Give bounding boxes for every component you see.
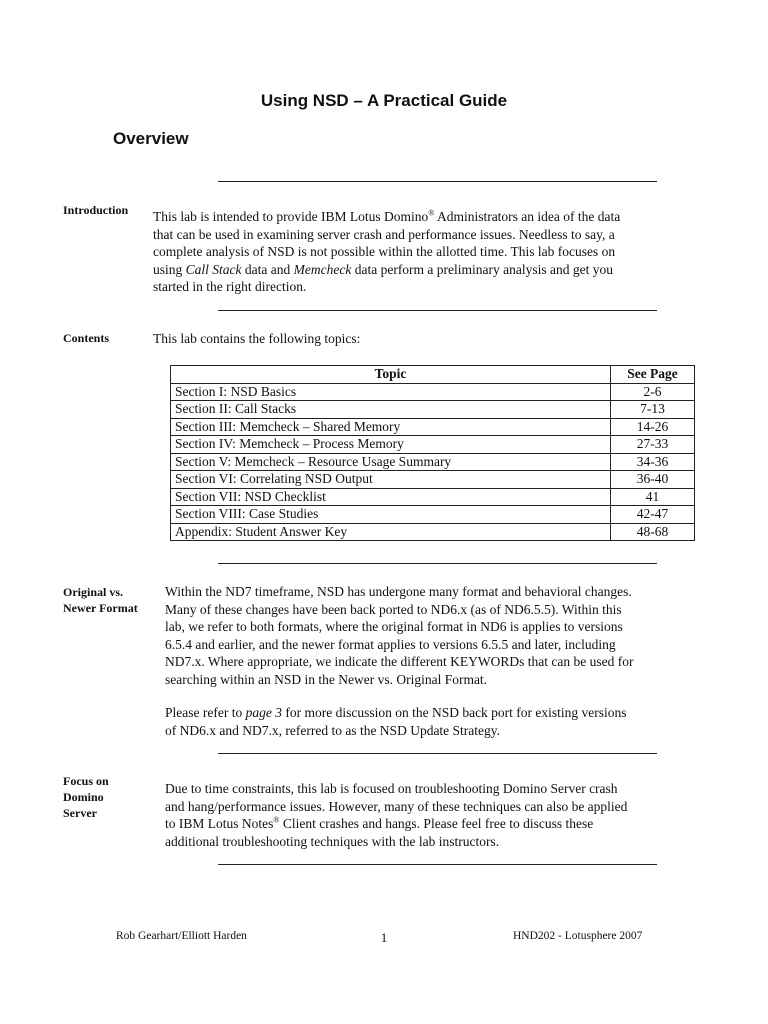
topic-cell: Section V: Memcheck – Resource Usage Summary <box>171 453 611 471</box>
topic-cell: Section IV: Memcheck – Process Memory <box>171 436 611 454</box>
table-row <box>171 401 695 419</box>
topic-cell: Section II: Call Stacks <box>171 401 611 419</box>
format-paragraph-2 <box>165 704 627 739</box>
topic-cell: Section VII: NSD Checklist <box>171 488 611 506</box>
topics-table <box>170 365 695 541</box>
footer-course: HND202 - Lotusphere 2007 <box>513 930 643 942</box>
page-cell: 34-36 <box>611 453 695 471</box>
label-introduction: Introduction <box>63 203 129 217</box>
label-focus-on-domino-server <box>63 773 109 821</box>
column-header-see-page: See Page <box>611 366 695 384</box>
text-line: Within the ND7 timeframe, NSD has undergone many format and behavioral changes. <box>165 584 632 599</box>
topic-cell: Section VIII: Case Studies <box>171 506 611 524</box>
text-line: lab, we refer to both formats, where the original format in ND6 is applies to versions <box>165 619 623 635</box>
focus-paragraph <box>165 780 627 850</box>
page-cell: 27-33 <box>611 436 695 454</box>
text-line: started in the right direction. <box>153 279 307 295</box>
text-line: of ND6.x and ND7.x, referred to as the NSD Update Strategy. <box>165 722 501 738</box>
introduction-paragraph <box>153 208 620 296</box>
column-header-topic: Topic <box>171 366 611 384</box>
table-row <box>171 488 695 506</box>
format-paragraph <box>165 583 633 689</box>
table-row <box>171 471 695 489</box>
divider <box>218 310 657 311</box>
text-line: Please refer to page 3 for more discussion on the NSD back port for existing versions <box>165 705 627 720</box>
text-line: additional troubleshooting techniques with the lab instructors. <box>165 833 500 849</box>
label-line: Newer Format <box>63 601 138 615</box>
label-line: Domino <box>63 790 104 804</box>
divider <box>218 563 657 564</box>
text-line: 6.5.4 and earlier, and the newer format applies to versions 6.5.5 and later, including <box>165 636 616 652</box>
text-line: complete analysis of NSD is not possible within the allotted time. This lab focuses on <box>153 244 616 260</box>
text-line: to IBM Lotus Notes® Client crashes and hangs. Please feel free to discuss these <box>165 815 594 832</box>
footer-authors: Rob Gearhart/Elliott Harden <box>116 930 247 942</box>
label-original-vs-newer-format <box>63 584 138 616</box>
page-cell: 48-68 <box>611 523 695 541</box>
table-row <box>171 453 695 471</box>
text-line: Many of these changes have been back ported to ND6.x (as of ND6.5.5). Within this <box>165 601 622 617</box>
page-cell: 41 <box>611 488 695 506</box>
page-cell: 42-47 <box>611 506 695 524</box>
text-line: that can be used in examining server crash and performance issues. Needless to say, a <box>153 226 615 242</box>
table-row <box>171 383 695 401</box>
page-cell: 14-26 <box>611 418 695 436</box>
divider <box>218 181 657 182</box>
table-row <box>171 523 695 541</box>
label-line: Original vs. <box>63 585 124 599</box>
table-header-row <box>171 366 695 384</box>
page-title: Using NSD – A Practical Guide <box>260 91 508 110</box>
topic-cell: Section III: Memcheck – Shared Memory <box>171 418 611 436</box>
page-number: 1 <box>380 930 388 945</box>
table-row <box>171 436 695 454</box>
page-cell: 7-13 <box>611 401 695 419</box>
text-line: using Call Stack data and Memcheck data perform a preliminary analysis and get you <box>153 261 614 277</box>
label-line: Server <box>63 806 97 820</box>
text-line: searching within an NSD in the Newer vs. Original Format. <box>165 671 488 687</box>
page-cell: 36-40 <box>611 471 695 489</box>
label-line: Focus on <box>63 774 109 788</box>
contents-intro: This lab contains the following topics: <box>153 331 361 346</box>
divider <box>218 753 657 754</box>
text-line: and hang/performance issues. However, many of these techniques can also be applied <box>165 798 628 814</box>
topic-cell: Section I: NSD Basics <box>171 383 611 401</box>
page-cell: 2-6 <box>611 383 695 401</box>
divider <box>218 864 657 865</box>
table-row <box>171 418 695 436</box>
section-heading-overview: Overview <box>113 129 189 148</box>
topic-cell: Appendix: Student Answer Key <box>171 523 611 541</box>
text-line: This lab is intended to provide IBM Lotus Domino® Administrators an idea of the data <box>153 208 621 224</box>
label-contents: Contents <box>63 331 110 345</box>
text-line: ND7.x. Where appropriate, we indicate the different KEYWORDs that can be used for <box>165 654 634 670</box>
topic-cell: Section VI: Correlating NSD Output <box>171 471 611 489</box>
text-line: Due to time constraints, this lab is focused on troubleshooting Domino Server crash <box>165 781 618 796</box>
table-row <box>171 506 695 524</box>
